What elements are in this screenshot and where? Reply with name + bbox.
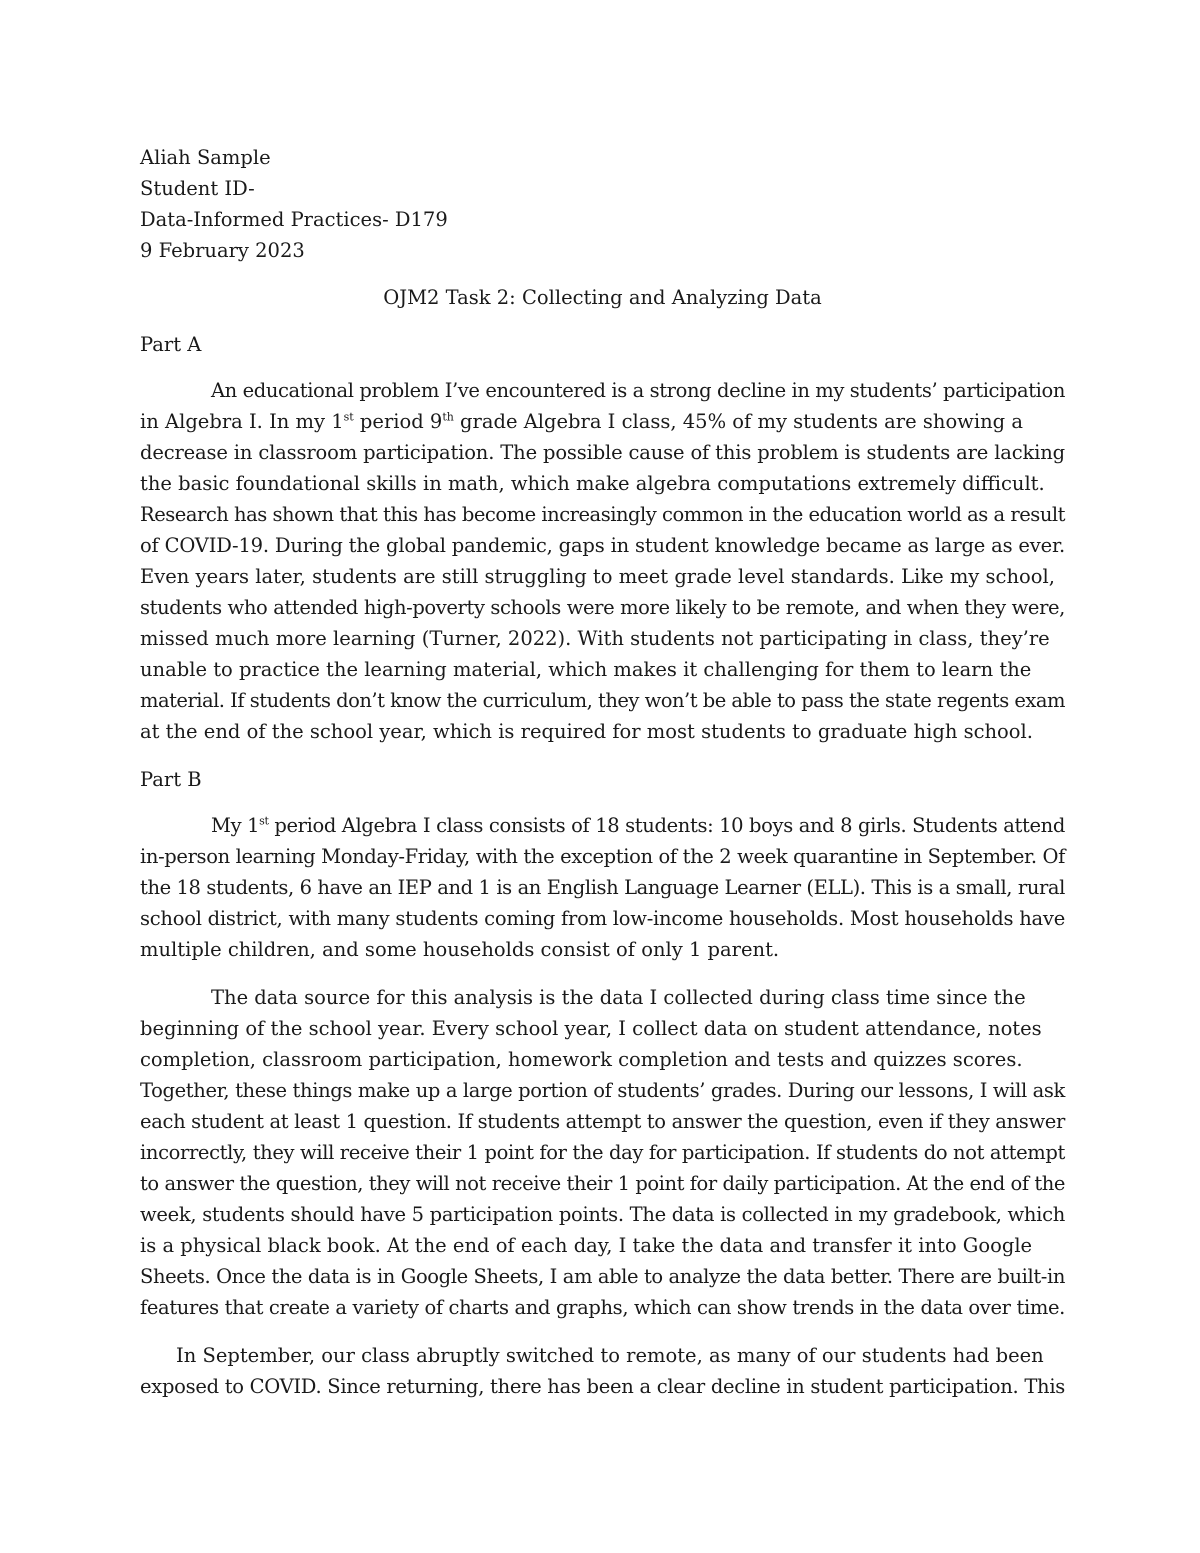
paragraph-line: beginning of the school year. Every school year, I collect data on student attendance, notes — [140, 1017, 1042, 1040]
part-a-paragraph — [140, 375, 1065, 747]
paragraph-line: Together, these things make up a large portion of students’ grades. During our lessons, I will ask — [140, 1079, 1065, 1102]
paragraph-line: school district, with many students coming from low-income households. Most households have — [140, 907, 1065, 930]
document-header — [140, 142, 1065, 266]
part-b-paragraph-1 — [140, 810, 1065, 965]
paragraph-line: decrease in classroom participation. The possible cause of this problem is students are lacking — [140, 441, 1065, 464]
student-id: Student ID- — [140, 177, 255, 200]
part-b-heading: Part B — [140, 768, 202, 791]
paragraph-line: is a physical black book. At the end of each day, I take the data and transfer it into Google — [140, 1234, 1033, 1257]
part-b-paragraph-3 — [140, 1340, 1065, 1402]
paragraph-line: completion, classroom participation, homework completion and tests and quizzes scores. — [140, 1048, 1023, 1071]
paragraph-line: each student at least 1 question. If students attempt to answer the question, even if they answer — [140, 1110, 1065, 1133]
paragraph-line: In September, our class abruptly switched to remote, as many of our students had been — [176, 1344, 1044, 1367]
paragraph-line: Research has shown that this has become increasingly common in the education world as a result — [140, 503, 1065, 526]
author-name: Aliah Sample — [140, 146, 271, 169]
paragraph-line: material. If students don’t know the curriculum, they won’t be able to pass the state regents exam — [140, 689, 1065, 712]
paragraph-line: in-person learning Monday-Friday, with the exception of the 2 week quarantine in September. Of — [140, 845, 1065, 868]
paragraph-line: the basic foundational skills in math, which make algebra computations extremely difficult. — [140, 472, 1045, 495]
paragraph-line: Even years later, students are still struggling to meet grade level standards. Like my school, — [140, 565, 1055, 588]
paragraph-line: the 18 students, 6 have an IEP and 1 is an English Language Learner (ELL). This is a small, rural — [140, 876, 1065, 899]
paragraph-line: Sheets. Once the data is in Google Sheets, I am able to analyze the data better. There are built-in — [140, 1265, 1066, 1288]
paragraph-line: The data source for this analysis is the data I collected during class time since the — [211, 986, 1026, 1009]
paragraph-line: week, students should have 5 participation points. The data is collected in my gradebook, which — [140, 1203, 1065, 1226]
paragraph-line: missed much more learning (Turner, 2022). With students not participating in class, they’re — [140, 627, 1050, 650]
paragraph-line: multiple children, and some households consist of only 1 parent. — [140, 938, 780, 961]
part-b-paragraph-2 — [140, 982, 1065, 1323]
paragraph-line: of COVID-19. During the global pandemic, gaps in student knowledge became as large as ever. — [140, 534, 1065, 557]
paragraph-line: to answer the question, they will not receive their 1 point for daily participation. At the end of the — [140, 1172, 1065, 1195]
document-date: 9 February 2023 — [140, 239, 305, 262]
paragraph-line: at the end of the school year, which is required for most students to graduate high school. — [140, 720, 1033, 743]
course-name: Data-Informed Practices- D179 — [140, 208, 448, 231]
paragraph-line: in Algebra I. In my 1st period 9th grade Algebra I class, 45% of my students are showing a — [140, 410, 1023, 433]
paragraph-line: An educational problem I’ve encountered is a strong decline in my students’ participation — [211, 379, 1065, 402]
paragraph-line: students who attended high-poverty schools were more likely to be remote, and when they were, — [140, 596, 1065, 619]
paragraph-line: unable to practice the learning material, which makes it challenging for them to learn the — [140, 658, 1032, 681]
document-title: OJM2 Task 2: Collecting and Analyzing Data — [383, 286, 822, 309]
part-a-heading: Part A — [140, 333, 202, 356]
paragraph-line: exposed to COVID. Since returning, there has been a clear decline in student participation. This — [140, 1375, 1065, 1398]
paragraph-line: incorrectly, they will receive their 1 point for the day for participation. If students do not attempt — [140, 1141, 1065, 1164]
paragraph-line: features that create a variety of charts and graphs, which can show trends in the data over time. — [140, 1296, 1065, 1319]
paragraph-line: My 1st period Algebra I class consists of 18 students: 10 boys and 8 girls. Students attend — [211, 814, 1065, 837]
